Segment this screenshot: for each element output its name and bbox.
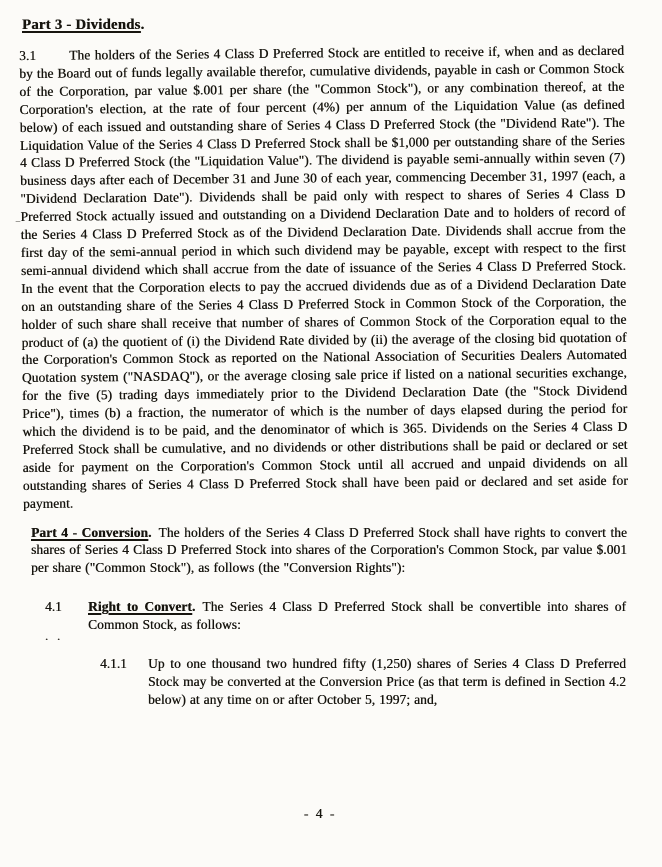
- scan-artifact-mark: ‾: [16, 220, 20, 234]
- section-3-1-number: 3.1: [18, 47, 37, 64]
- section-4-1-1-text: Up to one thousand two hundred fifty (1,250) shares of Series 4 Class D Preferred Stock may be converted at the Conversion Price (as that term is defined in Section 4.2 below) at any time on or after October 5, 1997; and,: [148, 656, 626, 707]
- page-number: - 4 -: [303, 806, 337, 821]
- section-4-1: [21, 598, 626, 646]
- section-3-1-text: The holders of the Series 4 Class D Preferred Stock are entitled to receive if, when and as declared by the Board out of funds legally available therefor, cumulative dividends, payable in cash or Common Stock of the Corporation, par value $.001 per share (the "Common Stock"), or any combination thereof, at the Corporation's election, at the rate of four percent (4%) per annum of the Liquidation Value (as defined below) of each issued and outstanding share of Series 4 Class D Preferred Stock (the "Dividend Rate"). The Liquidation Value of the Series 4 Class D Preferred Stock shall be $1,000 per outstanding share of the Series 4 Class D Preferred Stock (the "Liquidation Value"). The dividend is payable semi-annually within seven (7) business days after each of December 31 and June 30 of each year, commencing December 31, 1997 (each, a "Dividend Declaration Date"). Dividends shall be paid only with respect to shares of Series 4 Class D Preferred Stock actually issued and outstanding on a Dividend Declaration Date and to holders of record of the Series 4 Class D Preferred Stock as of the Dividend Declaration Date. Dividends shall accrue from the first day of the semi-annual period in which such dividend may be payable, except with respect to the first semi-annual dividend which shall accrue from the date of issuance of the Series 4 Class D Preferred Stock. In the event that the Corporation elects to pay the accrued dividends due as of a Dividend Declaration Date on an outstanding share of the Series 4 Class D Preferred Stock in Common Stock of the Corporation, the holder of such share shall receive that number of shares of Common Stock of the Corporation equal to the product of (a) the quotient of (i) the Dividend Rate divided by (ii) the average of the closing bid quotation of the Corporation's Common Stock as reported on the National Association of Securities Dealers Automated Quotation system ("NASDAQ"), or the average closing sale price if listed on a national securities exchange, for the five (5) trading days immediately prior to the Dividend Declaration Date (the "Stock Dividend Price"), times (b) a fraction, the numerator of which is the number of days elapsed during the period for which the dividend is to be paid, and the denominator of which is 365. Dividends on the Series 4 Class D Preferred Stock shall be cumulative, and no dividends or other distributions shall be paid or declared or set aside for payment on the Corporation's Common Stock until all accrued and unpaid dividends on all outstanding shares of Series 4 Class D Preferred Stock shall have been paid or declared and set aside for payment.: [19, 42, 628, 511]
- section-4-1-heading-text: Right to Convert: [88, 599, 192, 615]
- section-4-1-1: [21, 655, 626, 709]
- section-3-1-paragraph: [19, 42, 628, 513]
- section-4-1-text: The Series 4 Class D Preferred Stock shall be convertible into shares of Common Stock, as follows:: [88, 599, 627, 633]
- scan-artifact-dots: . .: [45, 629, 63, 644]
- part3-heading: [21, 16, 626, 34]
- section-4-1-heading-period: .: [191, 599, 196, 615]
- section-4-1-number: 4.1: [45, 599, 62, 615]
- part3-heading-text: Part 3 - Dividends: [22, 17, 141, 33]
- part4-paragraph: [31, 524, 627, 578]
- part4-intro-text: The holders of the Series 4 Class D Preferred Stock shall have rights to convert the shares of Series 4 Class D Preferred Stock into shares of the Corporation's Common Stock, par value $.001 per share ("Common Stock"), as follows (the "Conversion Rights"):: [31, 524, 627, 576]
- document-content: [16, 16, 628, 709]
- section-4-1-number-column: [45, 598, 88, 646]
- part3-heading-period: .: [140, 17, 145, 33]
- part4-heading-text: Part 4 - Conversion: [31, 524, 148, 540]
- part4-heading-period: .: [148, 524, 152, 540]
- section-4-1-paragraph: [88, 598, 626, 646]
- section-4-1-1-number: 4.1.1: [100, 656, 127, 672]
